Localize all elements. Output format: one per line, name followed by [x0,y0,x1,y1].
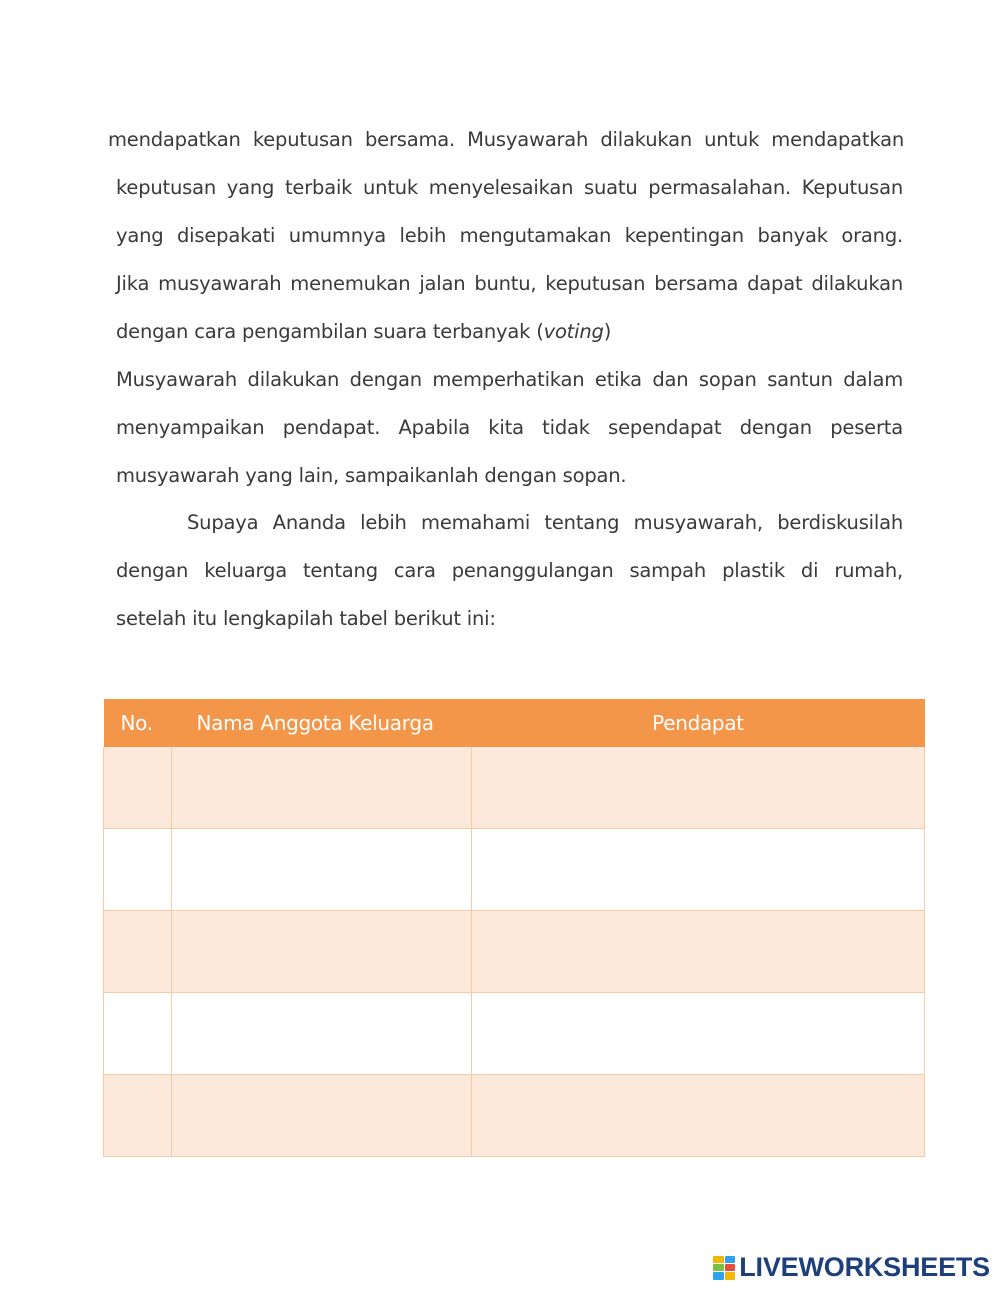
cell-name[interactable] [172,1075,472,1157]
paragraph-line: setelah itu lengkapilah tabel berikut ini: [116,607,496,630]
cell-name[interactable] [172,829,472,911]
header-no: No. [104,699,172,747]
paragraph-line [116,319,903,345]
paragraph-line: Musyawarah dilakukan dengan memperhatikan etika dan sopan santun dalam [116,368,903,391]
cell-opinion[interactable] [472,1075,925,1157]
table-row [104,1075,925,1157]
table-row [104,993,925,1075]
paragraph-line: dengan keluarga tentang cara penanggulangan sampah plastik di rumah, [116,559,903,582]
header-opinion: Pendapat [472,699,925,747]
paragraph-line: keputusan yang terbaik untuk menyelesaikan suatu permasalahan. Keputusan [116,176,903,199]
cell-no[interactable] [104,747,172,829]
cell-opinion[interactable] [472,993,925,1075]
cell-no[interactable] [104,829,172,911]
voting-term: voting [543,320,604,343]
cell-name[interactable] [172,911,472,993]
table-row [104,747,925,829]
liveworksheets-logo-icon [713,1256,735,1280]
liveworksheets-watermark [713,1252,990,1283]
paragraph-line: Jika musyawarah menemukan jalan buntu, keputusan bersama dapat dilakukan [116,272,903,295]
table-row [104,829,925,911]
table-header-row [104,699,925,747]
cell-opinion[interactable] [472,911,925,993]
paragraph-line: menyampaikan pendapat. Apabila kita tidak sependapat dengan peserta [116,416,903,439]
paragraph-line: yang disepakati umumnya lebih mengutamakan kepentingan banyak orang. [116,224,903,247]
paragraph-line: mendapatkan keputusan bersama. Musyawarah dilakukan untuk mendapatkan [108,128,904,151]
paragraph-text: ) [603,320,612,343]
paragraph-text: dengan cara pengambilan suara terbanyak ( [116,320,544,343]
family-opinion-table [103,699,925,1157]
header-family-member-name: Nama Anggota Keluarga [172,699,472,747]
table-row [104,911,925,993]
paragraph-line: musyawarah yang lain, sampaikanlah dengan sopan. [116,464,627,487]
paragraph-line: Supaya Ananda lebih memahami tentang musyawarah, berdiskusilah [187,511,903,534]
cell-name[interactable] [172,993,472,1075]
cell-no[interactable] [104,1075,172,1157]
cell-no[interactable] [104,993,172,1075]
cell-opinion[interactable] [472,747,925,829]
cell-opinion[interactable] [472,829,925,911]
cell-name[interactable] [172,747,472,829]
watermark-text: LIVEWORKSHEETS [739,1252,990,1282]
cell-no[interactable] [104,911,172,993]
